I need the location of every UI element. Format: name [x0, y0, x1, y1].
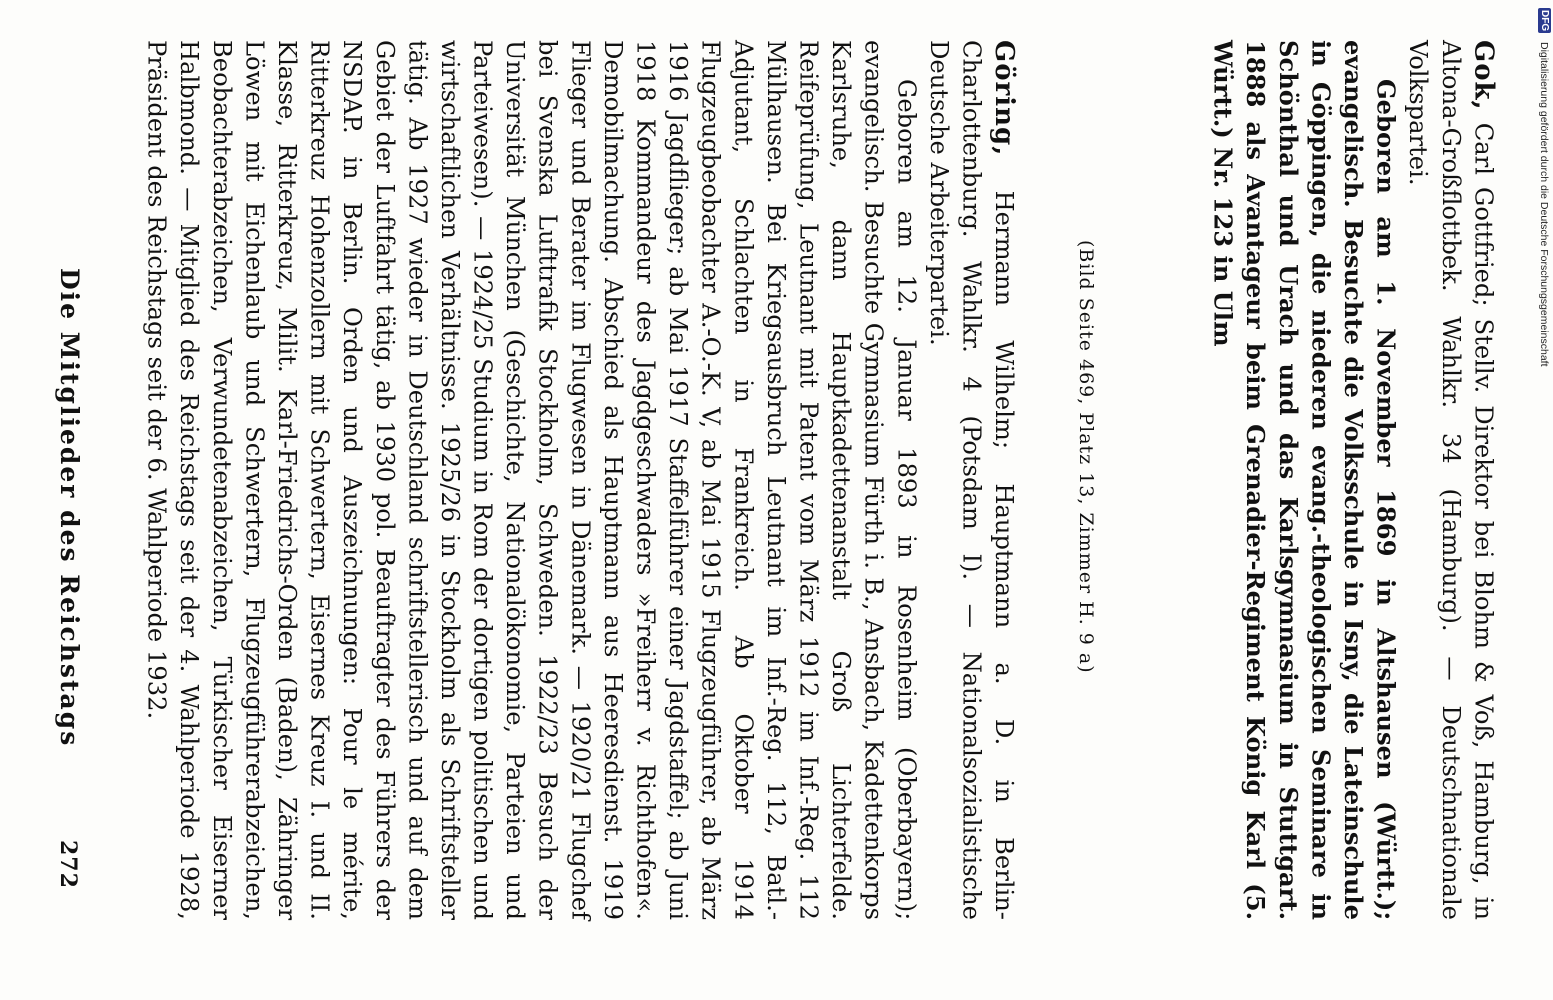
digitization-credit [1513, 8, 1553, 998]
entry-gok [1194, 40, 1499, 920]
running-title: Die Mitglieder des Reichstags [55, 268, 84, 748]
credit-text: Digitalisierung gefördert durch die Deutsche Forschungsgemeinschaft [1538, 41, 1550, 367]
running-head [55, 0, 95, 1000]
image-reference-caption: (Bild Seite 469, Platz 13, Zimmer H. 9 a) [1075, 240, 1097, 674]
entry-goering-intro-text: Hermann Wilhelm; Hauptmann a. D. in Berlin-Charlottenburg. Wahlkr. 4 (Potsdam I). — Nationalsozialistische Deutsche Arbeiterpartei. [924, 40, 1019, 920]
entry-goering [128, 40, 1020, 920]
page-number: 272 [55, 840, 81, 889]
entry-gok-biography: Geboren am 1. November 1869 in Altshausen (Württ.); evangelisch. Besuchte die Volksschule in Isny, die Lateinschule in Göppingen, die niederen evang.-theologischen Seminare in Schönthal und Urach und das Karlsgymnasium in Stuttgart. 1888 als Avantageur beim Grenadier-Regiment König Karl (5. Württ.) Nr. 123 in Ulm [1208, 40, 1401, 920]
entry-goering-name: Göring, [989, 40, 1020, 157]
entry-gok-intro [1402, 40, 1500, 920]
entry-goering-intro [922, 40, 1020, 920]
entry-gok-intro-text: Carl Gottfried; Stellv. Direktor bei Blohm & Voß, Hamburg, in Altona-Großflottbek. Wahlkr. 34 (Hamburg). — Deutschnationale Volkspartei. [1404, 40, 1498, 920]
entry-goering-biography: Geboren am 12. Januar 1893 in Rosenheim (Oberbayern); evangelisch. Besuchte Gymnasium Fürth i. B., Ansbach, Kadettenkorps Karlsruhe, dann Hauptkadettenanstalt Groß Lichterfelde. Reifeprüfung, Leutnant mit Patent vom März 1912 im Inf.-Reg. 112 Mülhausen. Bei Kriegsausbruch Leutnant im Inf.-Reg. 112, Batl.-Adjutant, Schlachten in Frankreich. Ab Oktober 1914 Flugzeugbeobachter A.-O.-K. V, ab Mai 1915 Flugzeugführer, ab März 1916 Jagdflieger; ab Mai 1917 Staffelführer einer Jagdstaffel; ab Juni 1918 Kommandeur des Jagdgeschwaders »Freiherr v. Richthofen«. Demobilmachung. Abschied als Hauptmann aus Heeresdienst. 1919 Flieger und Berater im Flugwesen in Dänemark. — 1920/21 Flugchef bei Svenska Lufttrafik Stockholm, Schweden. 1922/23 Besuch der Universität München (Geschichte, Nationalökonomie, Parteien und Parteiwesen). — 1924/25 Studium in Rom der dortigen politischen und wirtschaftlichen Verhältnisse. 1925/26 in Stockholm als Schriftsteller tätig. Ab 1927 wieder in Deutschland schriftstellerisch und auf dem Gebiet der Luftfahrt tätig, ab 1930 pol. Beauftragter des Führers der NSDAP. in Berlin. Orden und Auszeichnungen: Pour le mérite, Ritterkreuz Hohenzollern mit Schwertern, Eisernes Kreuz I. und II. Klasse, Ritterkreuz, Milit. Karl-Friedrichs-Orden (Baden), Zähringer Löwen mit Eichenlaub und Schwertern, Flugzeugführerabzeichen, Beobachterabzeichen, Verwundetenabzeichen, Türkischer Eiserner Halbmond. — Mitglied des Reichstags seit der 4. Wahlperiode 1928, Präsident des Reichstags seit der 6. Wahlperiode 1932. [142, 40, 921, 920]
entry-gok-name: Gok, [1468, 40, 1499, 111]
dfg-logo: DFG [1539, 10, 1550, 32]
